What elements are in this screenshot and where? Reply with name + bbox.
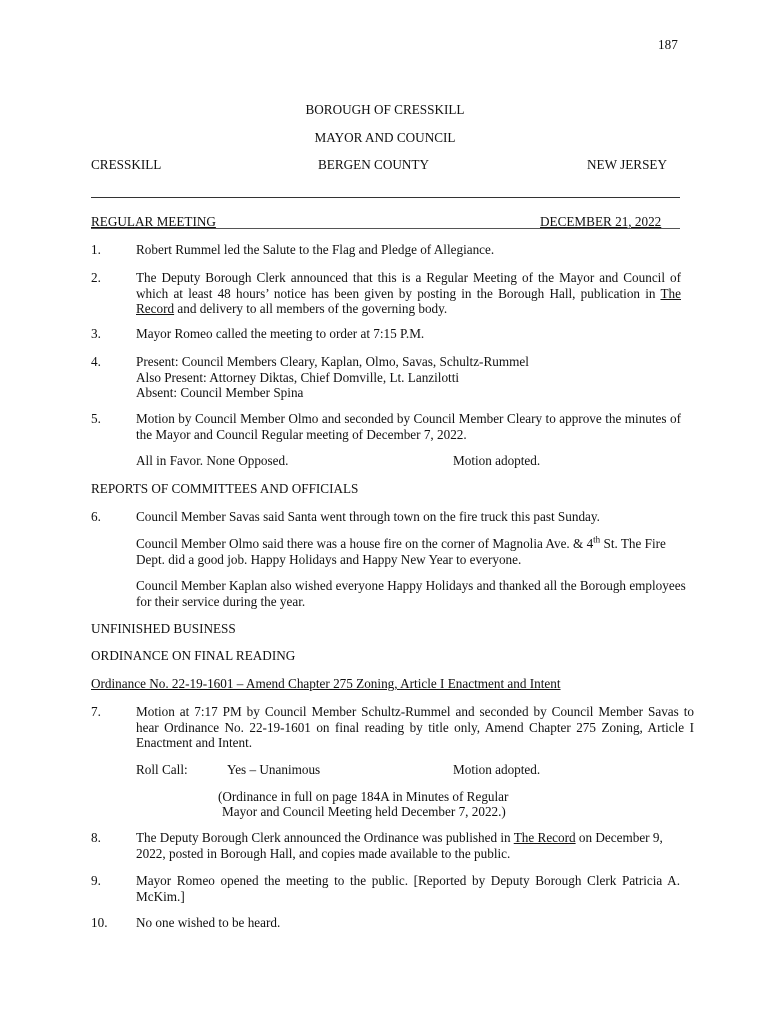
item-8-text-a: The Deputy Borough Clerk announced the Ordinance was published in bbox=[136, 830, 514, 845]
item-5-number: 5. bbox=[91, 411, 101, 426]
item-10-text: No one wished to be heard. bbox=[136, 915, 281, 930]
item-3-number: 3. bbox=[91, 326, 101, 341]
item-6-text-2-b: St. The Fire Dept. did a good job. Happy Holidays and Happy New Year to everyone. bbox=[136, 536, 666, 567]
item-6-text-2 bbox=[136, 536, 696, 567]
item-3-text: Mayor Romeo called the meeting to order at 7:15 P.M. bbox=[136, 326, 425, 341]
item-2-number: 2. bbox=[91, 270, 101, 285]
item-6-text-3: Council Member Kaplan also wished everyone Happy Holidays and thanked all the Borough employees for their service during the year. bbox=[136, 578, 686, 609]
ordinance-heading: ORDINANCE ON FINAL READING bbox=[91, 648, 296, 663]
item-5-vote: All in Favor. None Opposed. bbox=[136, 453, 289, 468]
item-6-text-2-a: Council Member Olmo said there was a house fire on the corner of Magnolia Ave. & 4 bbox=[136, 536, 594, 551]
ordinance-note-line-1: (Ordinance in full on page 184A in Minutes of Regular bbox=[218, 789, 509, 804]
the-record-reference: The Record bbox=[513, 830, 576, 845]
item-1-number: 1. bbox=[91, 242, 101, 257]
unfinished-business-heading: UNFINISHED BUSINESS bbox=[91, 621, 236, 636]
item-2-text-b: and delivery to all members of the governing body. bbox=[174, 301, 448, 317]
item-2-text-a: The Deputy Borough Clerk announced that this is a Regular Meeting of the Mayor and Council of which at least 48 hours’ notice has been given by posting in the Borough Hall, publication in bbox=[136, 270, 681, 301]
item-4-number: 4. bbox=[91, 354, 101, 369]
item-9-text: Mayor Romeo opened the meeting to the public. [Reported by Deputy Borough Clerk Patricia A. McKim.] bbox=[136, 873, 680, 904]
item-4-block bbox=[136, 354, 681, 401]
item-1-text: Robert Rummel led the Salute to the Flag and Pledge of Allegiance. bbox=[136, 242, 495, 257]
item-5-result: Motion adopted. bbox=[453, 453, 541, 468]
header-municipality: CRESSKILL bbox=[91, 157, 162, 172]
header-subtitle: MAYOR AND COUNCIL bbox=[314, 130, 456, 145]
item-9-number: 9. bbox=[91, 873, 101, 888]
header-state: NEW JERSEY bbox=[587, 157, 667, 172]
page-number: 187 bbox=[658, 37, 678, 52]
item-8-text bbox=[136, 830, 666, 861]
item-7-text: Motion at 7:17 PM by Council Member Schultz-Rummel and seconded by Council Member Savas to hear Ordinance No. 22-19-1601 on final reading by title only, Amend Chapter 275 Zoning, Article I Enactment and Intent. bbox=[136, 704, 694, 751]
item-2-text bbox=[136, 270, 681, 317]
roll-call-label: Roll Call: bbox=[136, 762, 188, 777]
item-8-number: 8. bbox=[91, 830, 101, 845]
item-6-text-1: Council Member Savas said Santa went through town on the fire truck this past Sunday. bbox=[136, 509, 600, 524]
header-county: BERGEN COUNTY bbox=[318, 157, 429, 172]
the-record-reference: The Record bbox=[136, 285, 681, 317]
item-10-number: 10. bbox=[91, 915, 108, 930]
item-5-text: Motion by Council Member Olmo and seconded by Council Member Cleary to approve the minutes of the Mayor and Council Regular meeting of December 7, 2022. bbox=[136, 411, 681, 442]
meeting-type: REGULAR MEETING bbox=[91, 214, 216, 229]
item-8-text-b: on December 9, 2022, posted in Borough Hall, and copies made available to the public. bbox=[136, 830, 663, 861]
roll-call-value: Yes – Unanimous bbox=[227, 762, 321, 777]
item-7-number: 7. bbox=[91, 704, 101, 719]
meeting-line-underline bbox=[91, 228, 680, 229]
attendance-also-present: Also Present: Attorney Diktas, Chief Domville, Lt. Lanzilotti bbox=[136, 369, 460, 385]
attendance-present: Present: Council Members Cleary, Kaplan, Olmo, Savas, Schultz-Rummel bbox=[136, 354, 529, 369]
ordinance-note-line-2: Mayor and Council Meeting held December 7, 2022.) bbox=[222, 804, 506, 819]
ordinance-title: Ordinance No. 22-19-1601 – Amend Chapter 275 Zoning, Article I Enactment and Intent bbox=[91, 676, 561, 691]
reports-heading: REPORTS OF COMMITTEES AND OFFICIALS bbox=[91, 481, 359, 496]
header-title: BOROUGH OF CRESSKILL bbox=[305, 102, 465, 117]
item-7-result: Motion adopted. bbox=[453, 762, 541, 777]
meeting-date: DECEMBER 21, 2022 bbox=[540, 214, 662, 229]
item-6-number: 6. bbox=[91, 509, 101, 524]
header-rule bbox=[91, 197, 680, 198]
attendance-absent: Absent: Council Member Spina bbox=[136, 385, 304, 401]
ordinal-suffix: th bbox=[593, 534, 601, 545]
